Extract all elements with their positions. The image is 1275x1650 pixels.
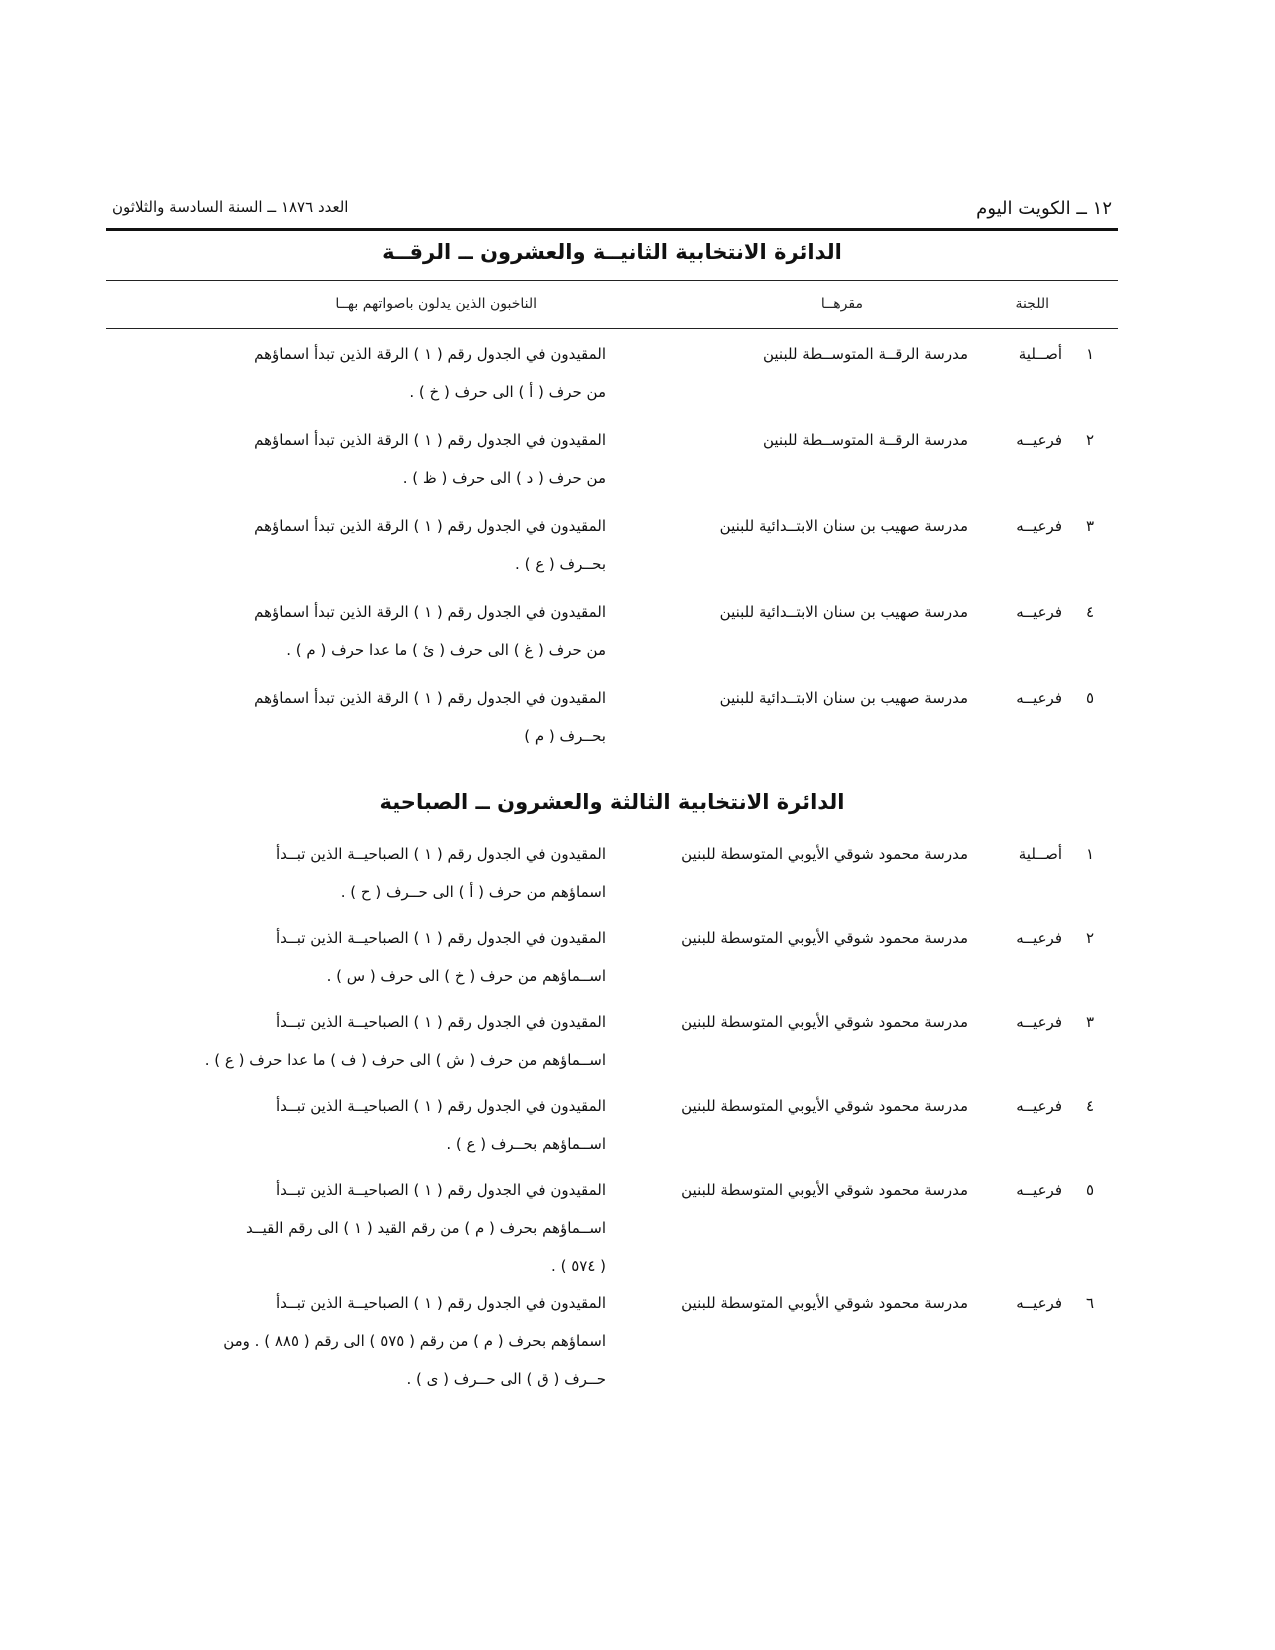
voters-line: من حرف ( أ ) الى حرف ( خ ) .	[409, 383, 606, 401]
row-number: ٢	[1085, 431, 1095, 449]
voters-line: ( ٥٧٤ ) .	[551, 1257, 606, 1275]
voters-line: اســماؤهم بحرف ( م ) من رقم القيد ( ١ ) الى رقم القيــد	[245, 1219, 606, 1237]
committee-type: أصــلية	[1018, 345, 1062, 363]
column-header-location: مقرهــا	[820, 296, 863, 312]
voters-line: اسماؤهم من حرف ( أ ) الى حــرف ( ح ) .	[340, 883, 606, 901]
voters-description	[106, 507, 606, 583]
header-rule	[106, 228, 1118, 231]
table-header-rule	[106, 328, 1118, 329]
row-number: ٢	[1085, 929, 1095, 947]
voters-description	[106, 1284, 606, 1398]
voters-description	[106, 835, 606, 911]
voters-description	[106, 919, 606, 995]
row-number: ١	[1085, 845, 1095, 863]
page-header	[112, 198, 1112, 226]
section-title-22: الدائرة الانتخابية الثانيــة والعشرون ــ الرقــة	[382, 240, 842, 264]
school-name: مدرسة الرقــة المتوســطة للبنين	[762, 345, 968, 363]
voters-description	[106, 335, 606, 411]
committee-type: فرعيــه	[1016, 1181, 1062, 1199]
school-name: مدرسة محمود شوقي الأيوبي المتوسطة للبنين	[681, 845, 968, 863]
voters-line: اســماؤهم من حرف ( خ ) الى حرف ( س ) .	[326, 967, 606, 985]
committee-type: فرعيــه	[1016, 929, 1062, 947]
row-number: ٣	[1085, 517, 1095, 535]
voters-description	[106, 1003, 606, 1079]
committee-type: فرعيــه	[1016, 1013, 1062, 1031]
voters-description	[106, 593, 606, 669]
school-name: مدرسة محمود شوقي الأيوبي المتوسطة للبنين	[681, 1294, 968, 1312]
row-number: ٥	[1085, 1181, 1095, 1199]
voters-line: المقيدون في الجدول رقم ( ١ ) الرقة الذين تبدأ اسماؤهم	[254, 603, 606, 621]
school-name: مدرسة محمود شوقي الأيوبي المتوسطة للبنين	[681, 1013, 968, 1031]
school-name: مدرسة صهيب بن سنان الابتــدائية للبنين	[719, 517, 968, 535]
voters-line: المقيدون في الجدول رقم ( ١ ) الصباحيــة الذين تبــدأ	[275, 1097, 606, 1115]
column-header-committee: اللجنة	[1015, 296, 1049, 312]
school-name: مدرسة الرقــة المتوســطة للبنين	[762, 431, 968, 449]
voters-line: بحــرف ( م )	[524, 727, 606, 745]
committee-type: فرعيــه	[1016, 1294, 1062, 1312]
voters-description	[106, 1087, 606, 1163]
voters-line: اسماؤهم بحرف ( م ) من رقم ( ٥٧٥ ) الى رقم ( ٨٨٥ ) . ومن	[223, 1332, 606, 1350]
committee-type: فرعيــه	[1016, 689, 1062, 707]
voters-line: المقيدون في الجدول رقم ( ١ ) الصباحيــة الذين تبــدأ	[275, 1181, 606, 1199]
committee-type: فرعيــه	[1016, 603, 1062, 621]
voters-description	[106, 1171, 606, 1285]
school-name: مدرسة محمود شوقي الأيوبي المتوسطة للبنين	[681, 929, 968, 947]
page-number-label: ١٢ ــ الكويت اليوم	[976, 198, 1112, 219]
table-top-rule	[106, 280, 1118, 281]
committee-type: فرعيــه	[1016, 517, 1062, 535]
voters-line: من حرف ( غ ) الى حرف ( ئ ) ما عدا حرف ( م ) .	[286, 641, 606, 659]
column-header-voters: الناخبون الذين يدلون باصواتهم بهــا	[335, 296, 537, 312]
row-number: ١	[1085, 345, 1095, 363]
row-number: ٤	[1085, 1097, 1095, 1115]
voters-line: المقيدون في الجدول رقم ( ١ ) الصباحيــة الذين تبــدأ	[275, 845, 606, 863]
committee-type: أصــلية	[1018, 845, 1062, 863]
voters-line: المقيدون في الجدول رقم ( ١ ) الرقة الذين تبدأ اسماؤهم	[254, 517, 606, 535]
issue-label: العدد ١٨٧٦ ــ السنة السادسة والثلاثون	[112, 198, 349, 216]
committee-type: فرعيــه	[1016, 431, 1062, 449]
school-name: مدرسة محمود شوقي الأيوبي المتوسطة للبنين	[681, 1097, 968, 1115]
voters-line: من حرف ( د ) الى حرف ( ظ ) .	[402, 469, 606, 487]
school-name: مدرسة صهيب بن سنان الابتــدائية للبنين	[719, 689, 968, 707]
voters-line: المقيدون في الجدول رقم ( ١ ) الصباحيــة الذين تبــدأ	[275, 1013, 606, 1031]
voters-description	[106, 421, 606, 497]
voters-line: المقيدون في الجدول رقم ( ١ ) الصباحيــة الذين تبــدأ	[275, 1294, 606, 1312]
row-number: ٤	[1085, 603, 1095, 621]
voters-line: المقيدون في الجدول رقم ( ١ ) الرقة الذين تبدأ اسماؤهم	[254, 689, 606, 707]
committee-type: فرعيــه	[1016, 1097, 1062, 1115]
school-name: مدرسة صهيب بن سنان الابتــدائية للبنين	[719, 603, 968, 621]
voters-line: بحــرف ( ع ) .	[515, 555, 606, 573]
voters-line: حــرف ( ق ) الى حــرف ( ى ) .	[406, 1370, 606, 1388]
school-name: مدرسة محمود شوقي الأيوبي المتوسطة للبنين	[681, 1181, 968, 1199]
row-number: ٥	[1085, 689, 1095, 707]
row-number: ٣	[1085, 1013, 1095, 1031]
voters-line: المقيدون في الجدول رقم ( ١ ) الصباحيــة الذين تبــدأ	[275, 929, 606, 947]
voters-line: اســماؤهم من حرف ( ش ) الى حرف ( ف ) ما عدا حرف ( ع ) .	[204, 1051, 606, 1069]
voters-line: المقيدون في الجدول رقم ( ١ ) الرقة الذين تبدأ اسماؤهم	[254, 431, 606, 449]
voters-line: اســماؤهم بحــرف ( ع ) .	[446, 1135, 606, 1153]
voters-line: المقيدون في الجدول رقم ( ١ ) الرقة الذين تبدأ اسماؤهم	[254, 345, 606, 363]
section-title-23: الدائرة الانتخابية الثالثة والعشرون ــ الصباحية	[379, 790, 845, 814]
voters-description	[106, 679, 606, 755]
row-number: ٦	[1085, 1294, 1095, 1312]
